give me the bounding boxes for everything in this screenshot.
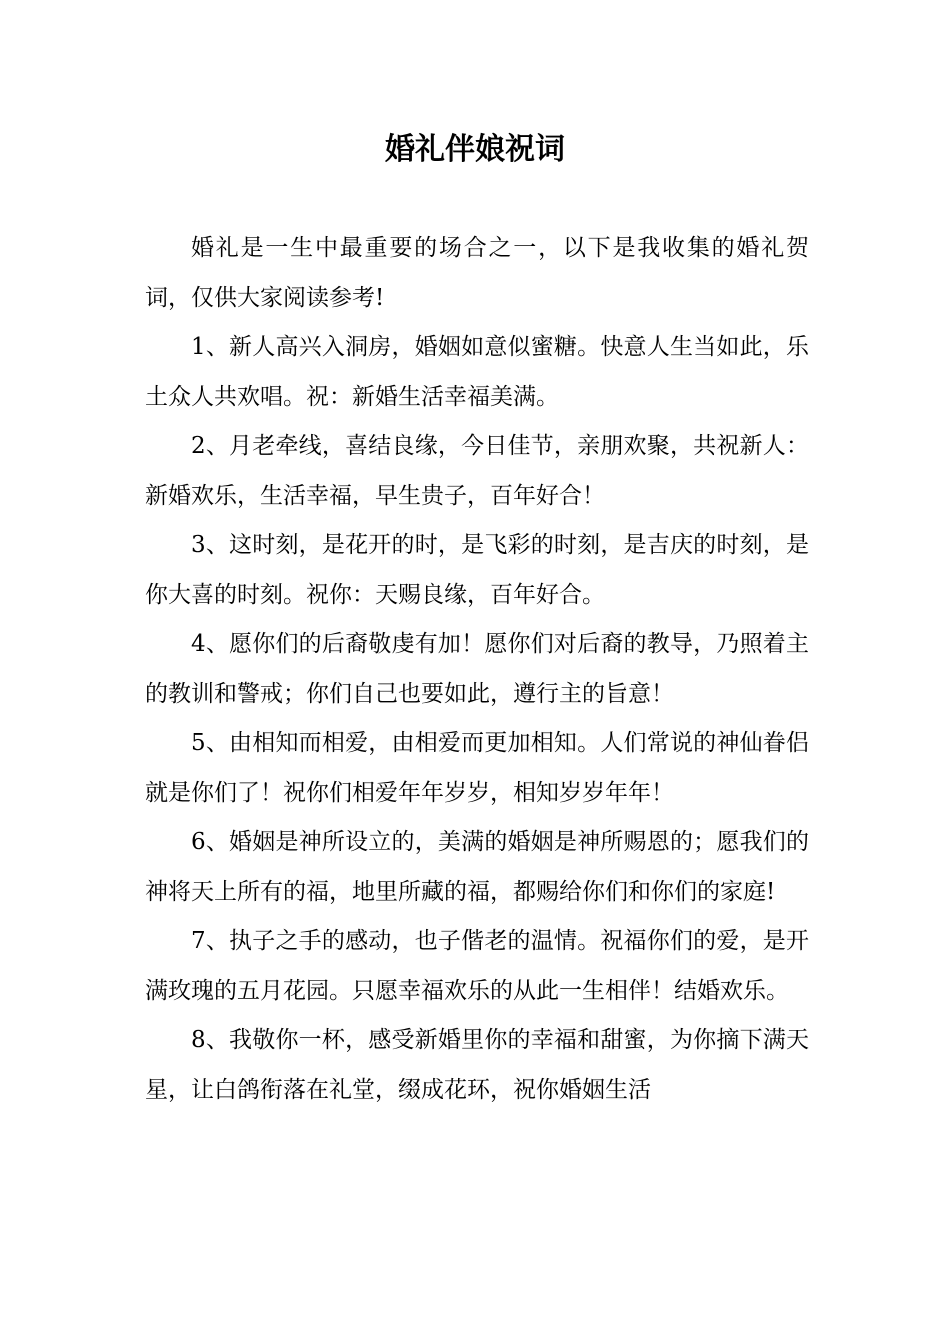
paragraph-5: 5、由相知而相爱，由相爱而更加相知。人们常说的神仙眷侣就是你们了！祝你们相爱年年岁岁，相知岁岁年年！ bbox=[145, 730, 809, 806]
paragraph-7: 7、执子之手的感动，也子偕老的温情。祝福你们的爱，是开满玫瑰的五月花园。只愿幸福欢乐的从此一生相伴！结婚欢乐。 bbox=[145, 928, 809, 1004]
document-body bbox=[145, 224, 809, 1115]
paragraph-2: 2、月老牵线，喜结良缘，今日佳节，亲朋欢聚，共祝新人：新婚欢乐，生活幸福，早生贵子，百年好合！ bbox=[145, 433, 809, 509]
paragraph-8: 8、我敬你一杯，感受新婚里你的幸福和甜蜜，为你摘下满天星，让白鸽衔落在礼堂，缀成花环，祝你婚姻生活 bbox=[145, 1027, 809, 1103]
paragraph-3: 3、这时刻，是花开的时，是飞彩的时刻，是吉庆的时刻，是你大喜的时刻。祝你：天赐良缘，百年好合。 bbox=[145, 532, 809, 608]
paragraph-6: 6、婚姻是神所设立的，美满的婚姻是神所赐恩的；愿我们的神将天上所有的福，地里所藏的福，都赐给你们和你们的家庭! bbox=[145, 829, 809, 905]
paragraph-intro: 婚礼是一生中最重要的场合之一，以下是我收集的婚礼贺词，仅供大家阅读参考! bbox=[145, 235, 809, 311]
document-title: 婚礼伴娘祝词 bbox=[385, 132, 565, 167]
paragraph-4: 4、愿你们的后裔敬虔有加！愿你们对后裔的教导，乃照着主的教训和警戒；你们自己也要如此，遵行主的旨意！ bbox=[145, 631, 809, 707]
paragraph-1: 1、新人高兴入洞房，婚姻如意似蜜糖。快意人生当如此，乐土众人共欢唱。祝：新婚生活幸福美满。 bbox=[145, 334, 809, 410]
